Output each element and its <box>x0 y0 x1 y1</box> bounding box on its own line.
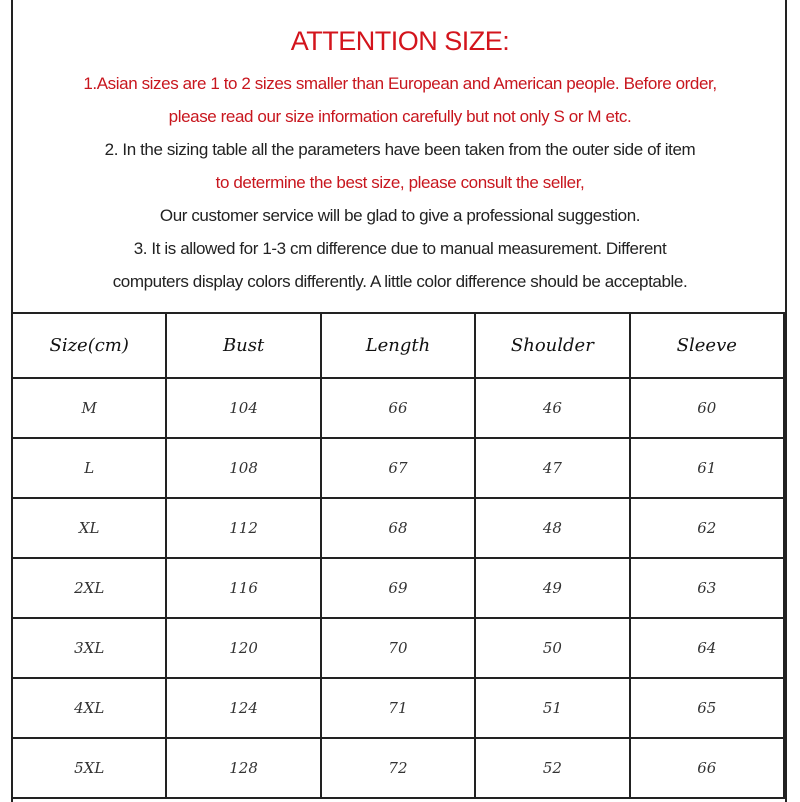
header-sleeve: Sleeve <box>630 313 784 378</box>
cell-sleeve: 66 <box>630 738 784 798</box>
cell-sleeve: 62 <box>630 498 784 558</box>
cell-size: M <box>12 378 166 438</box>
table-row <box>12 678 784 738</box>
cell-shoulder: 48 <box>475 498 629 558</box>
header-length: Length <box>321 313 475 378</box>
table-row <box>12 618 784 678</box>
table-row <box>12 498 784 558</box>
cell-sleeve: 60 <box>630 378 784 438</box>
cell-length: 69 <box>321 558 475 618</box>
note-line-2: please read our size information carefully but not only S or M etc. <box>168 107 632 126</box>
cell-bust: 116 <box>166 558 320 618</box>
header-size: Size(cm) <box>12 313 166 378</box>
note-line-6: 3. It is allowed for 1-3 cm difference due to manual measurement. Different <box>133 239 667 258</box>
notes-title: ATTENTION SIZE: <box>290 26 510 56</box>
cell-sleeve: 64 <box>630 618 784 678</box>
cell-bust: 128 <box>166 738 320 798</box>
cell-size: 2XL <box>12 558 166 618</box>
cell-shoulder: 49 <box>475 558 629 618</box>
cell-sleeve: 61 <box>630 438 784 498</box>
cell-size: XL <box>12 498 166 558</box>
cell-length: 70 <box>321 618 475 678</box>
cell-length: 72 <box>321 738 475 798</box>
cell-sleeve: 65 <box>630 678 784 738</box>
cell-bust: 120 <box>166 618 320 678</box>
table-row <box>12 378 784 438</box>
note-line-1: 1.Asian sizes are 1 to 2 sizes smaller than European and American people. Before order, <box>83 74 717 93</box>
cell-length: 67 <box>321 438 475 498</box>
header-shoulder: Shoulder <box>475 313 629 378</box>
cell-bust: 108 <box>166 438 320 498</box>
table-row <box>12 558 784 618</box>
cell-size: L <box>12 438 166 498</box>
cell-sleeve: 63 <box>630 558 784 618</box>
note-line-5: Our customer service will be glad to give a professional suggestion. <box>159 206 641 225</box>
size-table <box>11 312 785 799</box>
cell-shoulder: 51 <box>475 678 629 738</box>
table-header-row <box>12 313 784 378</box>
cell-length: 66 <box>321 378 475 438</box>
cell-bust: 112 <box>166 498 320 558</box>
cell-bust: 104 <box>166 378 320 438</box>
cell-size: 4XL <box>12 678 166 738</box>
cell-size: 3XL <box>12 618 166 678</box>
note-line-7: computers display colors differently. A little color difference should be acceptable. <box>112 272 688 291</box>
note-line-3: 2. In the sizing table all the parameters have been taken from the outer side of item <box>104 140 696 159</box>
cell-size: 5XL <box>12 738 166 798</box>
table-row <box>12 438 784 498</box>
header-bust: Bust <box>166 313 320 378</box>
cell-shoulder: 47 <box>475 438 629 498</box>
note-line-4: to determine the best size, please consult the seller, <box>215 173 585 192</box>
cell-shoulder: 46 <box>475 378 629 438</box>
cell-shoulder: 52 <box>475 738 629 798</box>
cell-length: 68 <box>321 498 475 558</box>
cell-bust: 124 <box>166 678 320 738</box>
cell-length: 71 <box>321 678 475 738</box>
table-row <box>12 738 784 798</box>
cell-shoulder: 50 <box>475 618 629 678</box>
